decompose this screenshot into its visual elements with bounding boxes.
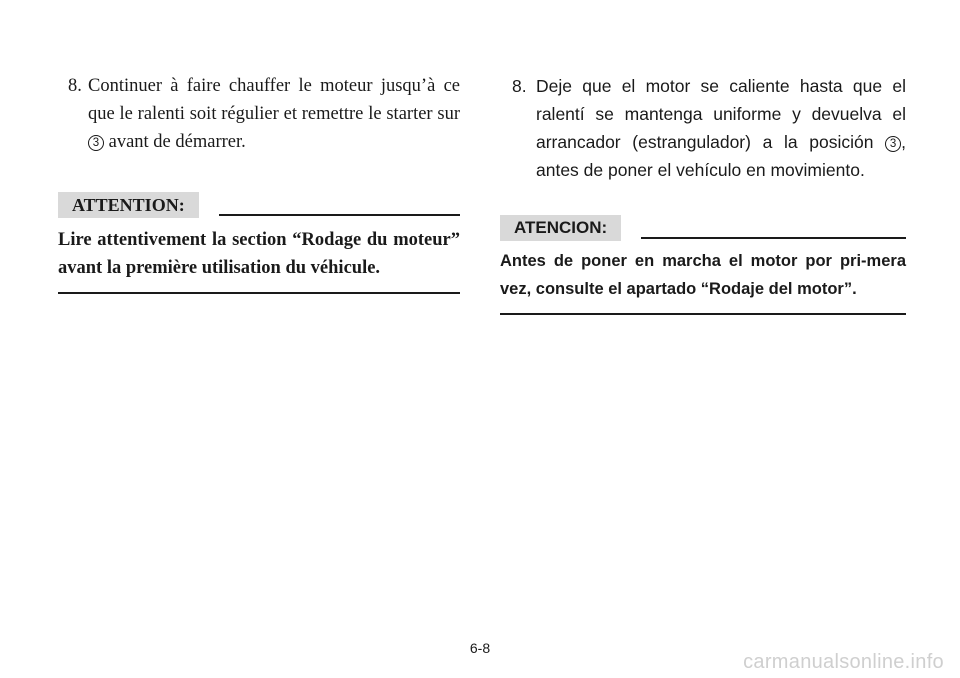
spanish-notice-rule <box>641 237 906 239</box>
spanish-column <box>500 72 906 315</box>
watermark: carmanualsonline.info <box>743 651 944 673</box>
french-step-text: Continuer à faire chauffer le moteur jusqu’à ce que le ralenti soit régulier et remettre le starter sur 3 avant de démarrer. <box>88 76 460 152</box>
spanish-notice-text: Antes de poner en marcha el motor por pri-mera vez, consulte el apartado “Rodaje del motor”. <box>500 252 906 298</box>
french-step-8 <box>68 72 460 156</box>
french-notice-header <box>58 190 460 218</box>
french-notice-bottom-rule <box>58 292 460 294</box>
circled-number-3: 3 <box>88 135 104 151</box>
french-column <box>58 72 460 294</box>
spanish-notice-header <box>500 213 906 241</box>
circled-number-3: 3 <box>885 136 901 152</box>
spanish-step-number: 8. <box>512 76 527 96</box>
spanish-step-8 <box>512 72 906 184</box>
french-step-number: 8. <box>68 76 82 96</box>
spanish-step-text: Deje que el motor se caliente hasta que el ralentí se mantenga uniforme y devuelva el arrancador (estrangulador) a la posición 3 , antes de poner el vehículo en movimiento. <box>536 76 906 180</box>
spanish-notice-bottom-rule <box>500 313 906 315</box>
french-notice-text: Lire attentivement la section “Rodage du moteur” avant la première utilisation du véhicule. <box>58 230 460 278</box>
page-number: 6-8 <box>469 640 491 656</box>
spanish-notice-label: ATENCION: <box>500 215 621 241</box>
french-notice-label: ATTENTION: <box>58 192 199 218</box>
french-notice-rule <box>219 214 460 216</box>
